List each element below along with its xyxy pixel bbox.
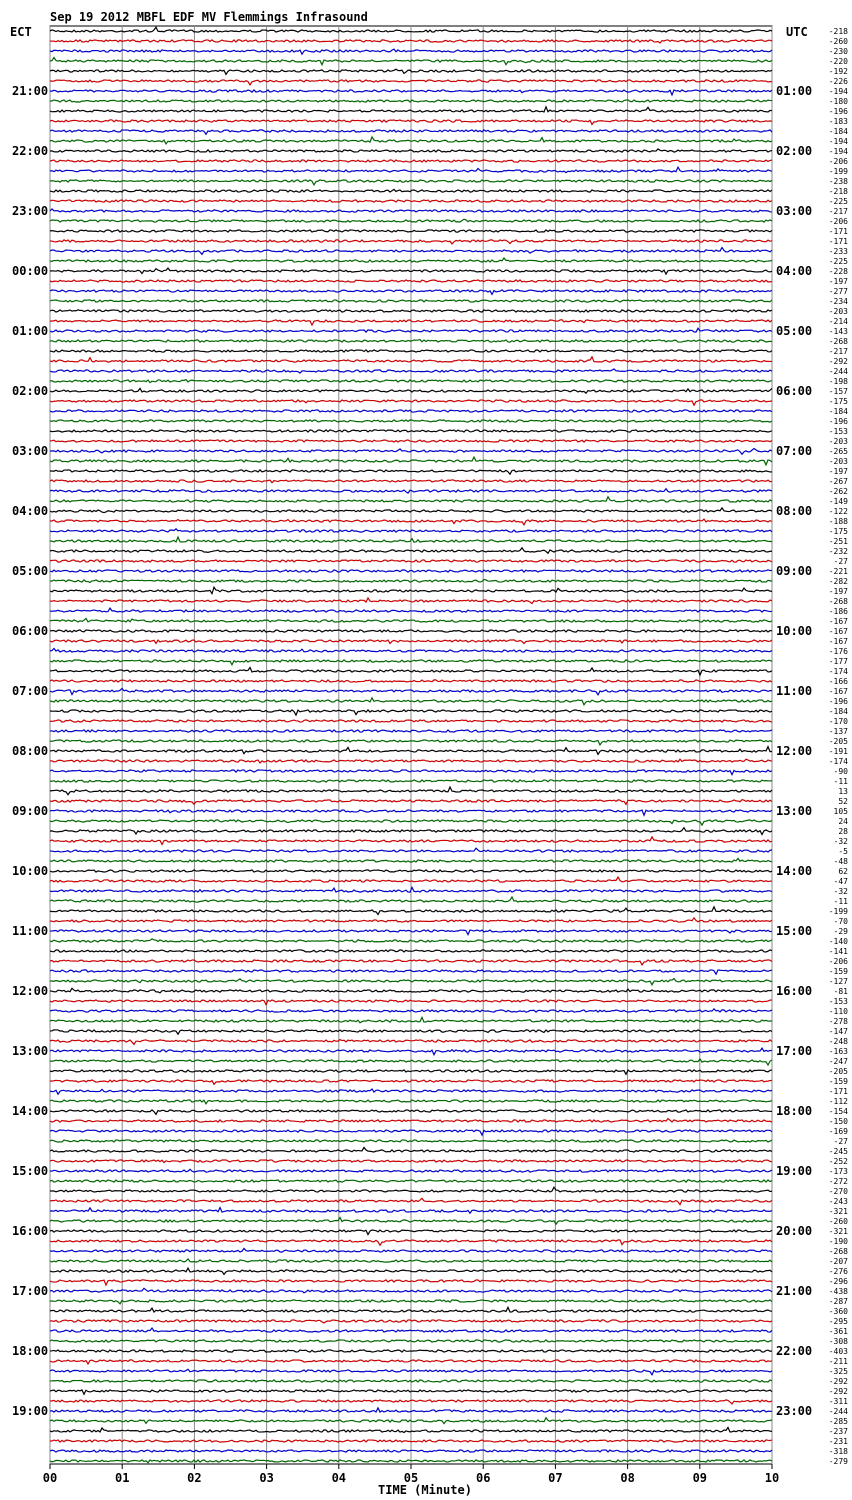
trace-offset-label: -147	[828, 1027, 848, 1036]
x-tick-label: 02	[187, 1471, 202, 1485]
trace-offset-label: -153	[828, 997, 848, 1006]
x-axis-ticks	[43, 1464, 779, 1485]
trace-offset-label: -285	[828, 1417, 848, 1426]
trace-offset-label: -192	[828, 67, 848, 76]
trace-offset-label: -171	[828, 227, 848, 236]
right-hour-label: 02:00	[776, 144, 813, 158]
trace-offset-label: -167	[828, 687, 848, 696]
left-hour-label: 16:00	[12, 1224, 49, 1238]
trace-offset-label: -238	[828, 177, 848, 186]
trace-offset-label: -171	[828, 237, 848, 246]
trace-offset-label: -174	[828, 667, 848, 676]
trace-offset-label: -27	[833, 557, 848, 566]
trace-offset-label: -268	[828, 1247, 848, 1256]
trace-offset-label: -218	[828, 187, 848, 196]
trace-offset-label: -177	[828, 657, 848, 666]
trace-offset-label: -175	[828, 397, 848, 406]
left-hour-label: 00:00	[12, 264, 49, 278]
trace-offset-label: 13	[838, 787, 848, 796]
trace-offset-label: -190	[828, 1237, 848, 1246]
trace-offset-label: -244	[828, 1407, 848, 1416]
trace-offset-label: -321	[828, 1227, 848, 1236]
trace-offset-label: -184	[828, 707, 848, 716]
trace-offset-label: 62	[838, 867, 848, 876]
left-hour-label: 21:00	[12, 84, 49, 98]
left-hour-label: 23:00	[12, 204, 49, 218]
trace-offset-label: -230	[828, 47, 848, 56]
trace-offset-label: -438	[828, 1287, 848, 1296]
trace-offset-label: -157	[828, 387, 848, 396]
left-hour-label: 07:00	[12, 684, 49, 698]
right-hour-label: 18:00	[776, 1104, 813, 1118]
trace-offset-label: -141	[828, 947, 848, 956]
trace-offset-label: -143	[828, 327, 848, 336]
right-hour-label: 06:00	[776, 384, 813, 398]
trace-offset-label: -194	[828, 147, 848, 156]
left-hour-label: 01:00	[12, 324, 49, 338]
trace-offset-label: -173	[828, 1167, 848, 1176]
x-tick-label: 00	[42, 1471, 58, 1485]
left-hour-label: 17:00	[12, 1284, 49, 1298]
trace-offset-label: -228	[828, 267, 848, 276]
left-hour-label: 03:00	[12, 444, 49, 458]
trace-offset-label: -163	[828, 1047, 848, 1056]
trace-offset-label: 105	[833, 807, 848, 816]
x-tick-label: 03	[259, 1471, 274, 1485]
left-hour-label: 22:00	[12, 144, 49, 158]
x-tick-label: 08	[620, 1471, 635, 1485]
trace-offset-label: -184	[828, 407, 848, 416]
trace-offset-label: 28	[838, 827, 848, 836]
right-hour-label: 04:00	[776, 264, 813, 278]
trace-offset-label: -196	[828, 697, 848, 706]
trace-offset-label: -360	[828, 1307, 848, 1316]
trace-offset-labels	[829, 27, 848, 1466]
trace-offset-label: -279	[828, 1457, 848, 1466]
right-timezone-label: UTC	[786, 25, 808, 39]
right-hour-label: 23:00	[776, 1404, 813, 1418]
x-tick-label: 10	[764, 1471, 780, 1485]
trace-offset-label: -197	[828, 277, 848, 286]
trace-offset-label: -237	[828, 1427, 848, 1436]
trace-offset-label: -231	[828, 1437, 848, 1446]
right-hour-labels	[776, 84, 812, 1418]
trace-offset-label: -205	[828, 1067, 848, 1076]
trace-offset-label: -197	[828, 587, 848, 596]
trace-offset-label: -167	[828, 637, 848, 646]
trace-offset-label: -403	[828, 1347, 848, 1356]
trace-offset-label: -150	[828, 1117, 848, 1126]
trace-offset-label: -260	[828, 1217, 848, 1226]
trace-offset-label: -47	[833, 877, 848, 886]
trace-offset-label: -276	[828, 1267, 848, 1276]
trace-offset-label: -206	[828, 957, 848, 966]
trace-offset-label: -32	[833, 837, 848, 846]
trace-offset-label: -167	[828, 617, 848, 626]
left-hour-label: 14:00	[12, 1104, 49, 1118]
right-hour-label: 21:00	[776, 1284, 813, 1298]
trace-offset-label: -220	[828, 57, 848, 66]
trace-offset-label: -199	[828, 167, 848, 176]
x-tick-label: 04	[331, 1471, 347, 1485]
trace-offset-label: -90	[833, 767, 848, 776]
trace-offset-label: 52	[838, 797, 848, 806]
trace-offset-label: -292	[828, 1377, 848, 1386]
trace-offset-label: -137	[828, 727, 848, 736]
trace-offset-label: -248	[828, 1037, 848, 1046]
trace-offset-label: -167	[828, 627, 848, 636]
trace-offset-label: -244	[828, 367, 848, 376]
trace-offset-label: -252	[828, 1157, 848, 1166]
right-hour-label: 14:00	[776, 864, 813, 878]
trace-offset-label: -127	[828, 977, 848, 986]
trace-offset-label: -321	[828, 1207, 848, 1216]
trace-offset-label: -203	[828, 437, 848, 446]
right-hour-label: 12:00	[776, 744, 813, 758]
trace-offset-label: -194	[828, 87, 848, 96]
trace-offset-label: -267	[828, 477, 848, 486]
trace-offset-label: -206	[828, 157, 848, 166]
trace-offset-label: -197	[828, 467, 848, 476]
left-hour-label: 04:00	[12, 504, 49, 518]
trace-offset-label: -199	[828, 907, 848, 916]
x-tick-label: 05	[403, 1471, 419, 1485]
trace-offset-label: -218	[828, 27, 848, 36]
right-hour-label: 03:00	[776, 204, 813, 218]
trace-offset-label: -251	[828, 537, 848, 546]
trace-offset-label: -247	[828, 1057, 848, 1066]
left-hour-label: 12:00	[12, 984, 49, 998]
trace-offset-label: -180	[828, 97, 848, 106]
right-hour-label: 09:00	[776, 564, 813, 578]
trace-offset-label: -243	[828, 1197, 848, 1206]
trace-offset-label: -282	[828, 577, 848, 586]
right-hour-label: 07:00	[776, 444, 813, 458]
trace-offset-label: -207	[828, 1257, 848, 1266]
trace-offset-label: -196	[828, 417, 848, 426]
trace-offset-label: -292	[828, 1387, 848, 1396]
trace-offset-label: -361	[828, 1327, 848, 1336]
trace-offset-label: -211	[828, 1357, 848, 1366]
trace-offset-label: -188	[828, 517, 848, 526]
trace-offset-label: -191	[828, 747, 848, 756]
trace-offset-label: -81	[833, 987, 848, 996]
trace-offset-label: -169	[828, 1127, 848, 1136]
right-hour-label: 19:00	[776, 1164, 813, 1178]
trace-offset-label: -245	[828, 1147, 848, 1156]
left-hour-label: 02:00	[12, 384, 49, 398]
x-tick-label: 09	[692, 1471, 708, 1485]
right-hour-label: 20:00	[776, 1224, 813, 1238]
trace-offset-label: -217	[828, 207, 848, 216]
trace-offset-label: -262	[828, 487, 848, 496]
right-hour-label: 13:00	[776, 804, 813, 818]
trace-offset-label: -176	[828, 647, 848, 656]
trace-offset-label: 24	[838, 817, 848, 826]
trace-offset-label: -221	[828, 567, 848, 576]
trace-offset-label: -196	[828, 107, 848, 116]
trace-offset-label: -268	[828, 337, 848, 346]
left-hour-label: 05:00	[12, 564, 49, 578]
trace-offset-label: -233	[828, 247, 848, 256]
chart-title: Sep 19 2012 MBFL EDF MV Flemmings Infrasound	[50, 10, 368, 24]
trace-offset-label: -11	[833, 777, 848, 786]
left-hour-label: 08:00	[12, 744, 49, 758]
trace-offset-label: -295	[828, 1317, 848, 1326]
trace-offset-label: -278	[828, 1017, 848, 1026]
trace-offset-label: -70	[833, 917, 848, 926]
right-hour-label: 08:00	[776, 504, 813, 518]
right-hour-label: 16:00	[776, 984, 813, 998]
trace-offset-label: -325	[828, 1367, 848, 1376]
right-hour-label: 05:00	[776, 324, 813, 338]
x-tick-label: 06	[475, 1471, 491, 1485]
trace-offset-label: -27	[833, 1137, 848, 1146]
x-tick-label: 01	[114, 1471, 130, 1485]
left-hour-labels	[12, 84, 48, 1418]
trace-offset-label: -194	[828, 137, 848, 146]
trace-offset-label: -112	[828, 1097, 848, 1106]
trace-offset-label: -270	[828, 1187, 848, 1196]
trace-offset-label: -277	[828, 287, 848, 296]
trace-offset-label: -29	[833, 927, 848, 936]
trace-offset-label: -203	[828, 307, 848, 316]
left-hour-label: 11:00	[12, 924, 49, 938]
trace-offset-label: -318	[828, 1447, 848, 1456]
trace-offset-label: -206	[828, 217, 848, 226]
trace-offset-label: -153	[828, 427, 848, 436]
trace-offset-label: -175	[828, 527, 848, 536]
trace-offset-label: -5	[838, 847, 848, 856]
trace-offset-label: -159	[828, 967, 848, 976]
left-hour-label: 18:00	[12, 1344, 49, 1358]
x-axis-label: TIME (Minute)	[378, 1483, 472, 1497]
left-hour-label: 15:00	[12, 1164, 49, 1178]
trace-offset-label: -186	[828, 607, 848, 616]
trace-offset-label: -183	[828, 117, 848, 126]
trace-offset-label: -234	[828, 297, 848, 306]
right-hour-label: 15:00	[776, 924, 813, 938]
trace-offset-label: -296	[828, 1277, 848, 1286]
trace-offset-label: -232	[828, 547, 848, 556]
trace-offset-label: -308	[828, 1337, 848, 1346]
right-hour-label: 22:00	[776, 1344, 813, 1358]
trace-offset-label: -311	[828, 1397, 848, 1406]
trace-offset-label: -48	[833, 857, 848, 866]
trace-offset-label: -174	[828, 757, 848, 766]
trace-offset-label: -272	[828, 1177, 848, 1186]
trace-offset-label: -292	[828, 357, 848, 366]
left-hour-label: 06:00	[12, 624, 49, 638]
trace-offset-label: -268	[828, 597, 848, 606]
trace-offset-label: -265	[828, 447, 848, 456]
trace-offset-label: -171	[828, 1087, 848, 1096]
trace-offset-label: -122	[828, 507, 848, 516]
trace-offset-label: -287	[828, 1297, 848, 1306]
trace-offset-label: -205	[828, 737, 848, 746]
trace-offset-label: -159	[828, 1077, 848, 1086]
left-hour-label: 13:00	[12, 1044, 49, 1058]
right-hour-label: 10:00	[776, 624, 813, 638]
trace-offset-label: -214	[828, 317, 848, 326]
left-timezone-label: ECT	[10, 25, 32, 39]
right-hour-label: 17:00	[776, 1044, 813, 1058]
trace-offset-label: -225	[828, 197, 848, 206]
trace-offset-label: -166	[828, 677, 848, 686]
trace-offset-label: -184	[828, 127, 848, 136]
left-hour-label: 10:00	[12, 864, 49, 878]
left-hour-label: 19:00	[12, 1404, 49, 1418]
trace-offset-label: -203	[828, 457, 848, 466]
trace-offset-label: -226	[828, 77, 848, 86]
trace-offset-label: -198	[828, 377, 848, 386]
trace-offset-label: -149	[828, 497, 848, 506]
x-tick-label: 07	[548, 1471, 563, 1485]
trace-offset-label: -225	[828, 257, 848, 266]
trace-offset-label: -110	[828, 1007, 848, 1016]
left-hour-label: 09:00	[12, 804, 49, 818]
trace-line-8	[50, 100, 772, 102]
trace-offset-label: -32	[833, 887, 848, 896]
trace-offset-label: -260	[828, 37, 848, 46]
trace-offset-label: -11	[833, 897, 848, 906]
trace-offset-label: -140	[828, 937, 848, 946]
trace-offset-label: -170	[828, 717, 848, 726]
right-hour-label: 11:00	[776, 684, 813, 698]
right-hour-label: 01:00	[776, 84, 813, 98]
trace-offset-label: -217	[828, 347, 848, 356]
trace-offset-label: -154	[828, 1107, 848, 1116]
